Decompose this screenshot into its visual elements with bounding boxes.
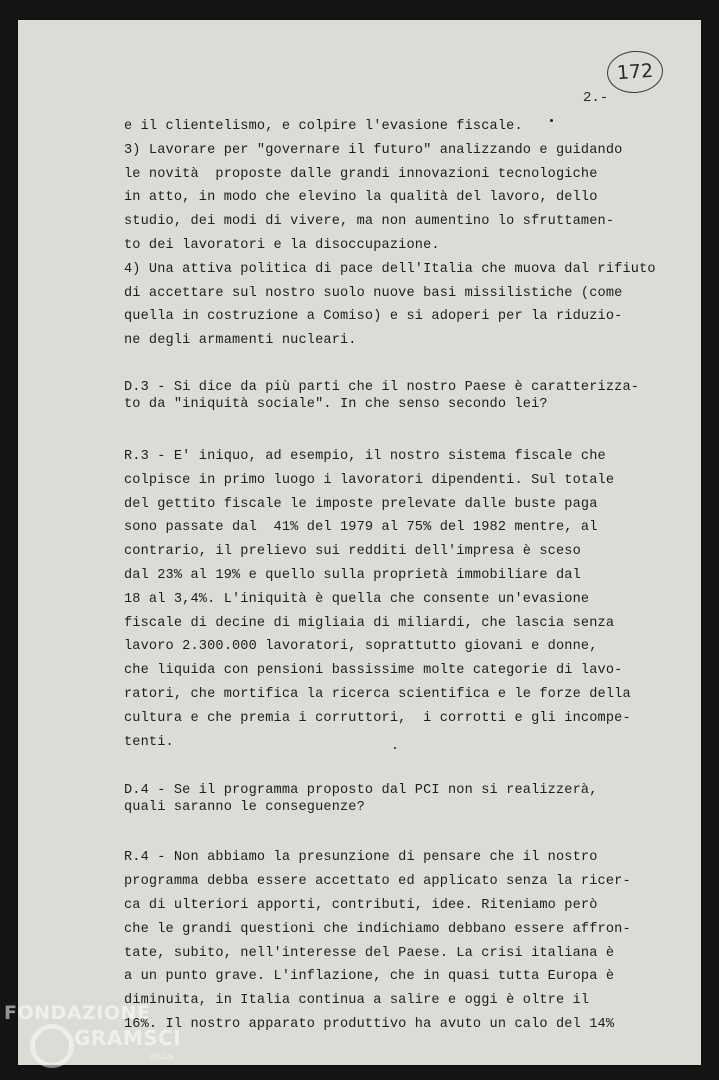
- answer-line: lavoro 2.300.000 lavoratori, soprattutto giovani e donne,: [124, 639, 598, 655]
- answer-line: sono passate dal 41% del 1979 al 75% del 1982 mentre, al: [124, 520, 598, 536]
- answer-line: tenti.: [124, 734, 174, 750]
- body-line: quella in costruzione a Comiso) e si adoperi per la riduzio-: [124, 309, 623, 325]
- watermark-line2: GRAMSCI: [74, 1026, 182, 1050]
- answer-line: tate, subito, nell'interesse del Paese. La crisi italiana è: [124, 945, 615, 961]
- answer-line: del gettito fiscale le imposte prelevate dalle buste paga: [124, 496, 598, 512]
- document-body: [124, 115, 664, 1037]
- body-line: le novità proposte dalle grandi innovazioni tecnologiche: [124, 166, 598, 182]
- page-number: 2.-: [583, 90, 609, 106]
- answer-line: ca di ulteriori apporti, contributi, idee. Riteniamo però: [124, 897, 598, 913]
- watermark-line1: FONDAZIONE: [4, 1002, 151, 1024]
- question-line: D.3 - Si dice da più parti che il nostro Paese è caratterizza-: [124, 379, 640, 395]
- paragraph-gap: [124, 754, 664, 782]
- question-line: quali saranno le conseguenze?: [124, 800, 365, 816]
- answer-4: [124, 846, 664, 1036]
- question-3: [124, 379, 664, 413]
- answer-line: ratori, che mortifica la ricerca scientifica e le forze della: [124, 686, 631, 702]
- answer-line: 16%. Il nostro apparato produttivo ha avuto un calo del 14%: [124, 1016, 615, 1032]
- watermark-line3: onlus: [150, 1052, 175, 1062]
- answer-line: dal 23% al 19% e quello sulla proprietà immobiliare dal: [124, 567, 581, 583]
- answer-line: che le grandi questioni che indichiamo debbano essere affron-: [124, 921, 631, 937]
- question-line: to da "iniquità sociale". In che senso secondo lei?: [124, 396, 548, 412]
- answer-line: R.4 - Non abbiamo la presunzione di pensare che il nostro: [124, 850, 598, 866]
- archive-number-stamp: 172: [606, 49, 665, 95]
- body-line: e il clientelismo, e colpire l'evasione fiscale.: [124, 119, 523, 134]
- answer-3: [124, 445, 664, 754]
- body-line: di accettare sul nostro suolo nuove basi missilistiche (come: [124, 285, 623, 301]
- body-line: to dei lavoratori e la disoccupazione.: [124, 237, 440, 253]
- paragraph-gap: [124, 816, 664, 846]
- answer-line: programma debba essere accettato ed applicato senza la ricer-: [124, 874, 631, 890]
- body-line: 3) Lavorare per "governare il futuro" analizzando e guidando: [124, 142, 623, 158]
- body-line: 4) Una attiva politica di pace dell'Italia che muova dal rifiuto: [124, 261, 656, 277]
- answer-line: a un punto grave. L'inflazione, che in quasi tutta Europa è: [124, 969, 615, 985]
- paragraph-gap: [124, 413, 664, 445]
- answer-line: che liquida con pensioni bassissime molte categorie di lavo-: [124, 663, 623, 679]
- fondazione-gramsci-watermark: [4, 1002, 204, 1077]
- answer-line: colpisce in primo luogo i lavoratori dipendenti. Sul totale: [124, 472, 615, 488]
- answer-line: cultura e che premia i corruttori, i corrotti e gli incompe-: [124, 710, 631, 726]
- answer-line: diminuita, in Italia continua a salire e oggi è oltre il: [124, 993, 590, 1009]
- logo-circle-icon: [30, 1024, 74, 1068]
- answer-line: R.3 - E' iniquo, ad esempio, il nostro sistema fiscale che: [124, 448, 606, 464]
- answer-line: fiscale di decine di migliaia di miliardi, che lascia senza: [124, 615, 615, 631]
- body-line: ne degli armamenti nucleari.: [124, 333, 357, 349]
- body-line: in atto, in modo che elevino la qualità del lavoro, dello: [124, 190, 598, 206]
- body-line: studio, dei modi di vivere, ma non aumentino lo sfruttamen-: [124, 214, 615, 230]
- paragraph-gap: [124, 353, 664, 379]
- question-4: [124, 782, 664, 816]
- answer-line: contrario, il prelievo sui redditi dell'impresa è sceso: [124, 544, 581, 560]
- question-line: D.4 - Se il programma proposto dal PCI non si realizzerà,: [124, 783, 598, 799]
- answer-line: 18 al 3,4%. L'iniquità è quella che consente un'evasione: [124, 591, 590, 607]
